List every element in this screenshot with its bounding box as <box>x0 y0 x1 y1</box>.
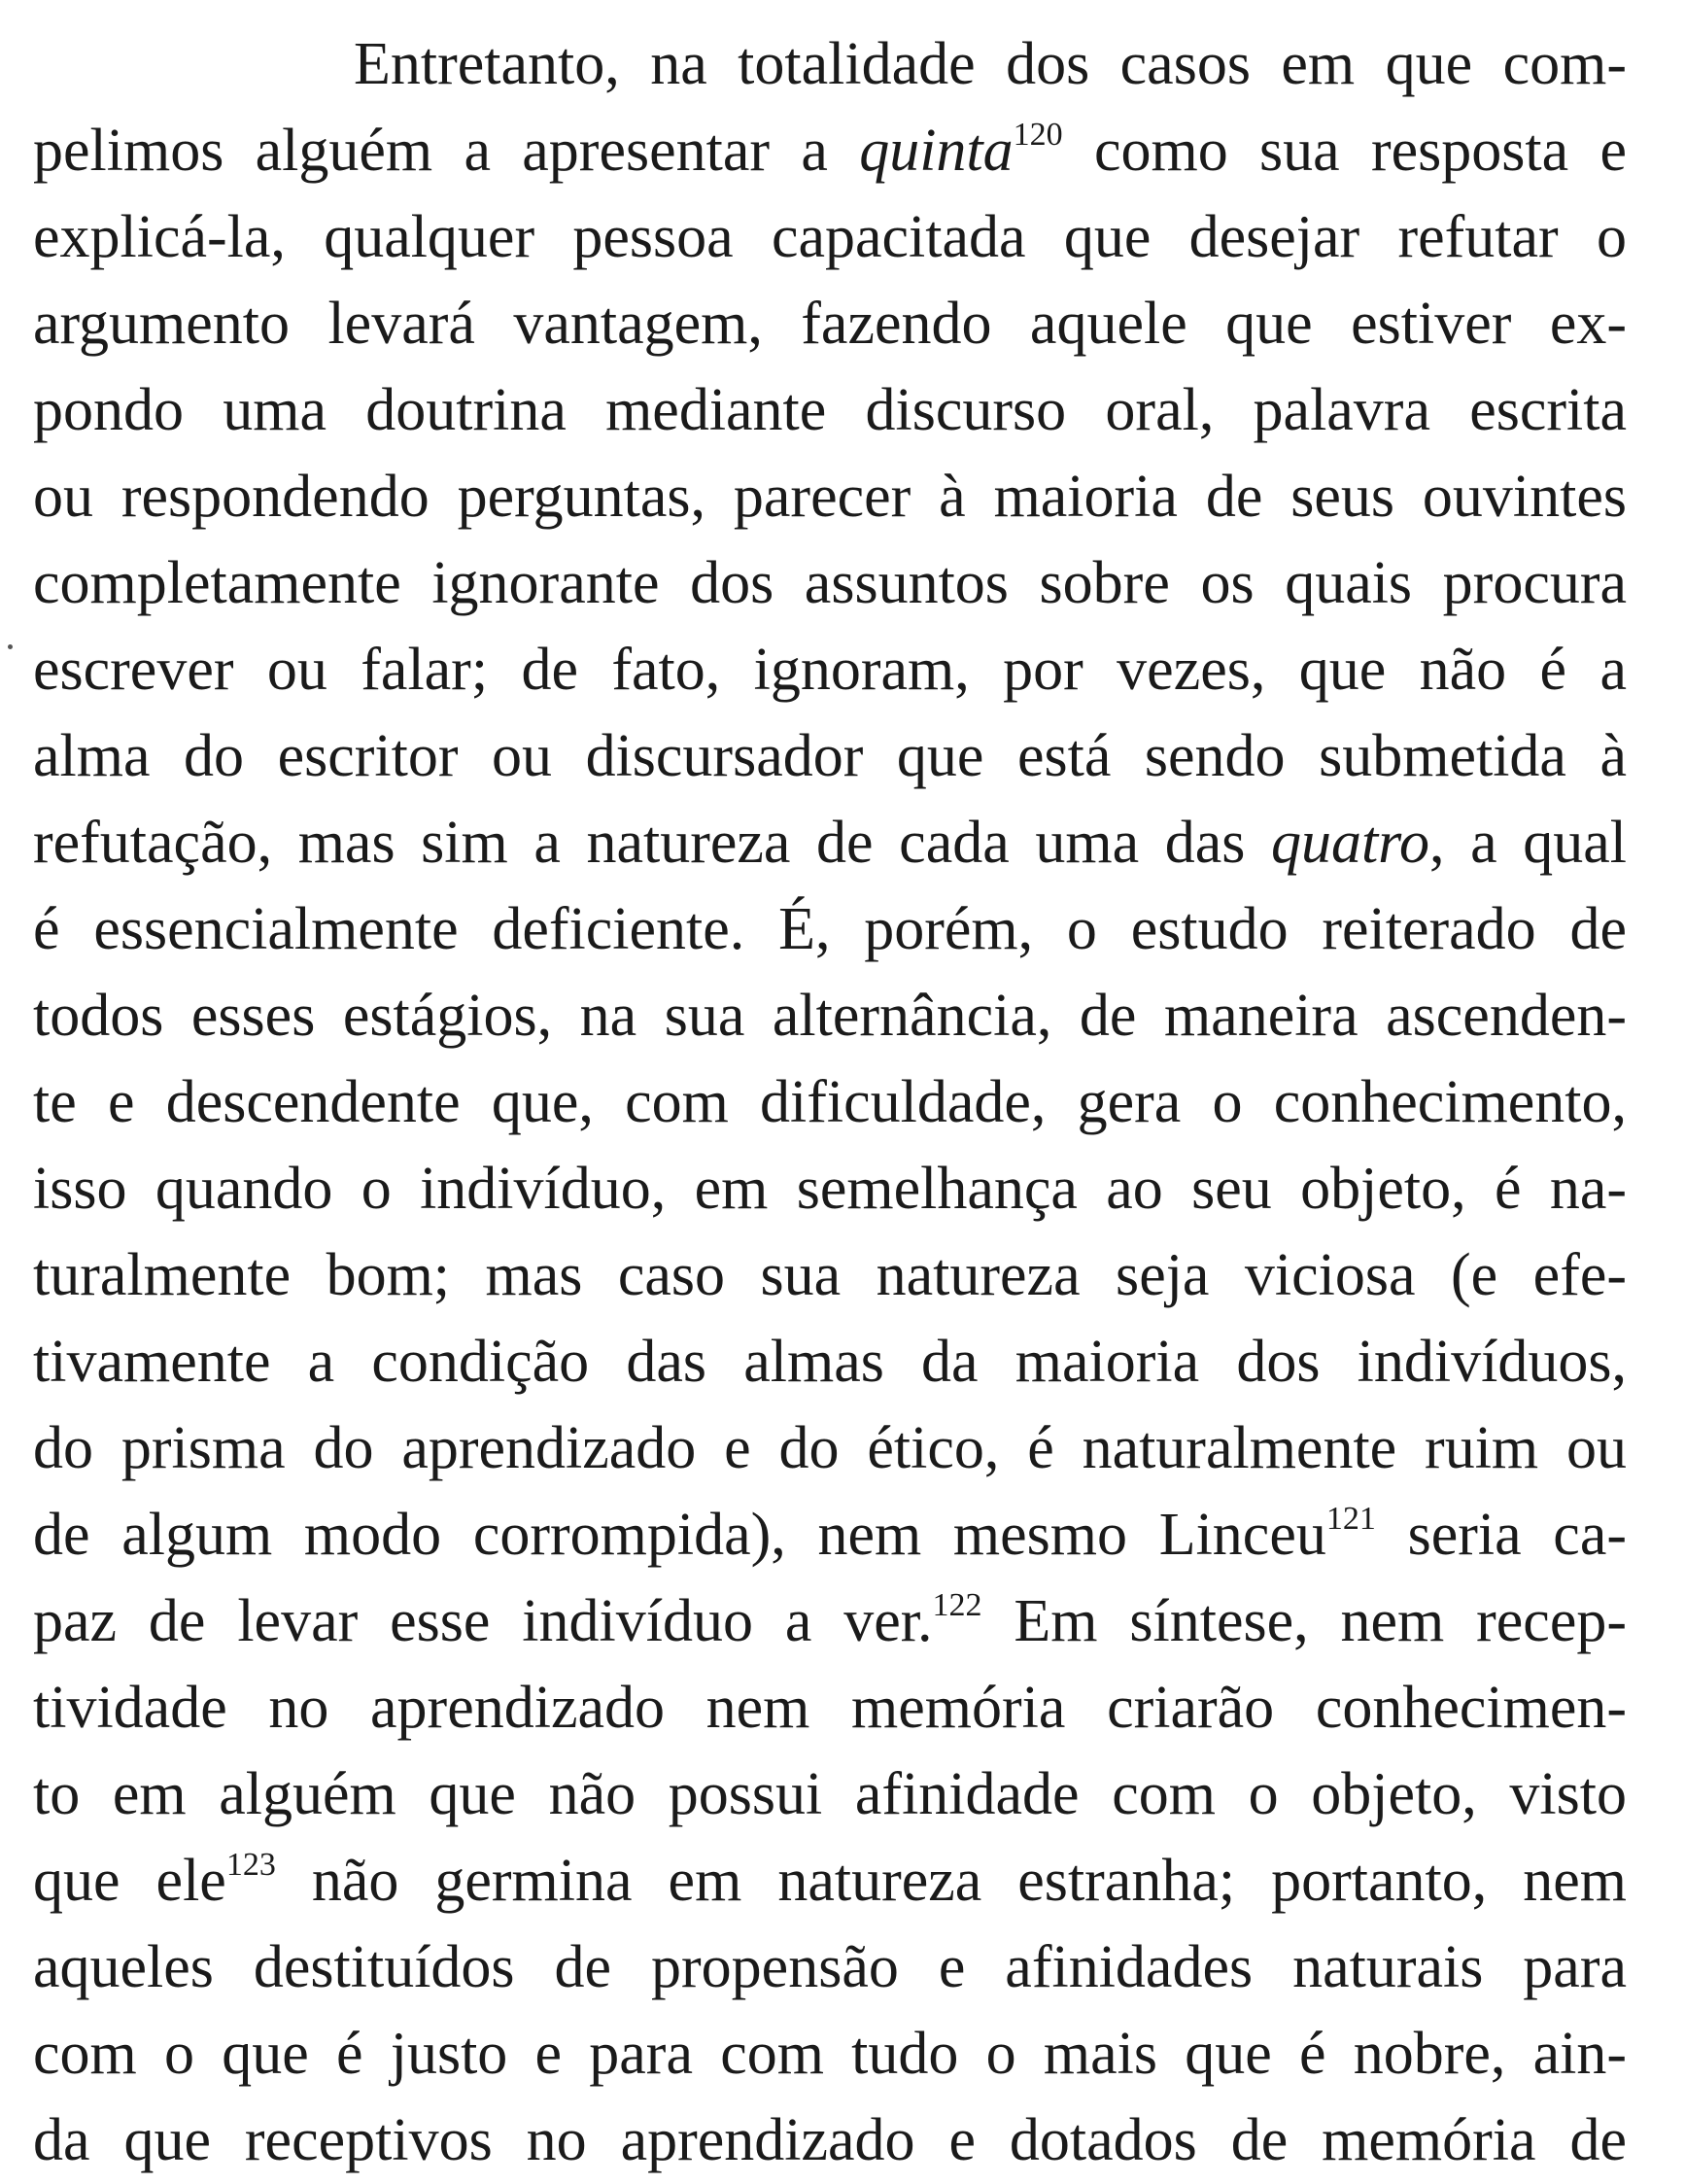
text-line <box>33 1146 1627 1232</box>
text-run: do prisma do aprendizado e do ético, é naturalmente ruim ou <box>33 1415 1627 1481</box>
text-line <box>33 194 1627 281</box>
text-run: é essencialmente deficiente. É, porém, o estudo reiterado de <box>33 896 1627 962</box>
text-line <box>33 2011 1627 2097</box>
text-line <box>33 713 1627 800</box>
print-speck <box>8 644 13 649</box>
text-run: isso quando o indivíduo, em semelhança ao seu objeto, é na- <box>33 1156 1627 1222</box>
text-line <box>33 800 1627 886</box>
text-run: que ele <box>33 1848 226 1914</box>
text-line <box>33 1838 1627 1924</box>
text-run: de algum modo corrompida), nem mesmo Linceu <box>33 1502 1326 1568</box>
text-line <box>33 1319 1627 1405</box>
footnote-ref: 120 <box>1013 117 1063 154</box>
text-line <box>33 21 1627 108</box>
text-run: te e descendente que, com dificuldade, gera o conhecimento, <box>33 1069 1627 1135</box>
text-run: pondo uma doutrina mediante discurso oral, palavra escrita <box>33 377 1627 443</box>
text-run: ou respondendo perguntas, parecer à maioria de seus ouvintes <box>33 464 1627 530</box>
text-run: , a qual <box>1429 810 1627 876</box>
text-run: to em alguém que não possui afinidade com o objeto, visto <box>33 1761 1627 1827</box>
text-line <box>33 627 1627 713</box>
text-run: explicá-la, qualquer pessoa capacitada que desejar refutar o <box>33 204 1627 270</box>
text-run: completamente ignorante dos assuntos sobre os quais procura <box>33 550 1627 616</box>
text-run: alma do escritor ou discursador que está sendo submetida à <box>33 723 1627 789</box>
text-run: aqueles destituídos de propensão e afinidades naturais para <box>33 1934 1627 2000</box>
text-run: Em síntese, nem recep- <box>981 1588 1627 1654</box>
text-run: escrever ou falar; de fato, ignoram, por vezes, que não é a <box>33 637 1627 703</box>
text-run: da que receptivos no aprendizado e dotados de memória de <box>33 2107 1627 2173</box>
text-run: refutação, mas sim a natureza de cada uma das <box>33 810 1271 876</box>
italic-term: quinta <box>859 118 1014 184</box>
text-line <box>33 454 1627 540</box>
text-line <box>33 1924 1627 2011</box>
text-line <box>33 1232 1627 1319</box>
text-line <box>33 281 1627 367</box>
text-line <box>33 1492 1627 1578</box>
italic-term: quatro <box>1270 810 1430 876</box>
text-run: pelimos alguém a apresentar a <box>33 118 860 184</box>
text-run: não germina em natureza estranha; portanto, nem <box>275 1848 1627 1914</box>
text-line <box>33 367 1627 454</box>
text-line <box>33 973 1627 1059</box>
footnote-ref: 123 <box>225 1847 276 1884</box>
text-line <box>33 1665 1627 1751</box>
text-run: tivamente a condição das almas da maioria dos indivíduos, <box>33 1329 1627 1395</box>
text-line <box>33 1751 1627 1838</box>
footnote-ref: 121 <box>1325 1501 1376 1538</box>
text-line <box>33 2097 1627 2184</box>
text-line <box>33 886 1627 973</box>
text-line <box>33 1405 1627 1492</box>
text-run: como sua resposta e <box>1062 118 1627 184</box>
text-run: turalmente bom; mas caso sua natureza seja viciosa (e efe- <box>33 1242 1627 1308</box>
text-run: seria ca- <box>1375 1502 1627 1568</box>
text-run: paz de levar esse indivíduo a ver. <box>33 1588 933 1654</box>
text-run: argumento levará vantagem, fazendo aquele que estiver ex- <box>33 291 1627 357</box>
body-text <box>33 21 1627 2184</box>
text-line <box>33 1578 1627 1665</box>
text-line <box>33 108 1627 194</box>
footnote-ref: 122 <box>932 1587 982 1624</box>
text-run: todos esses estágios, na sua alternância, de maneira ascenden- <box>33 983 1627 1049</box>
text-run: tividade no aprendizado nem memória criarão conhecimen- <box>33 1675 1627 1741</box>
text-run: Entretanto, na totalidade dos casos em que com- <box>354 31 1627 97</box>
text-line <box>33 540 1627 627</box>
text-run: com o que é justo e para com tudo o mais que é nobre, ain- <box>33 2021 1627 2087</box>
text-line <box>33 1059 1627 1146</box>
